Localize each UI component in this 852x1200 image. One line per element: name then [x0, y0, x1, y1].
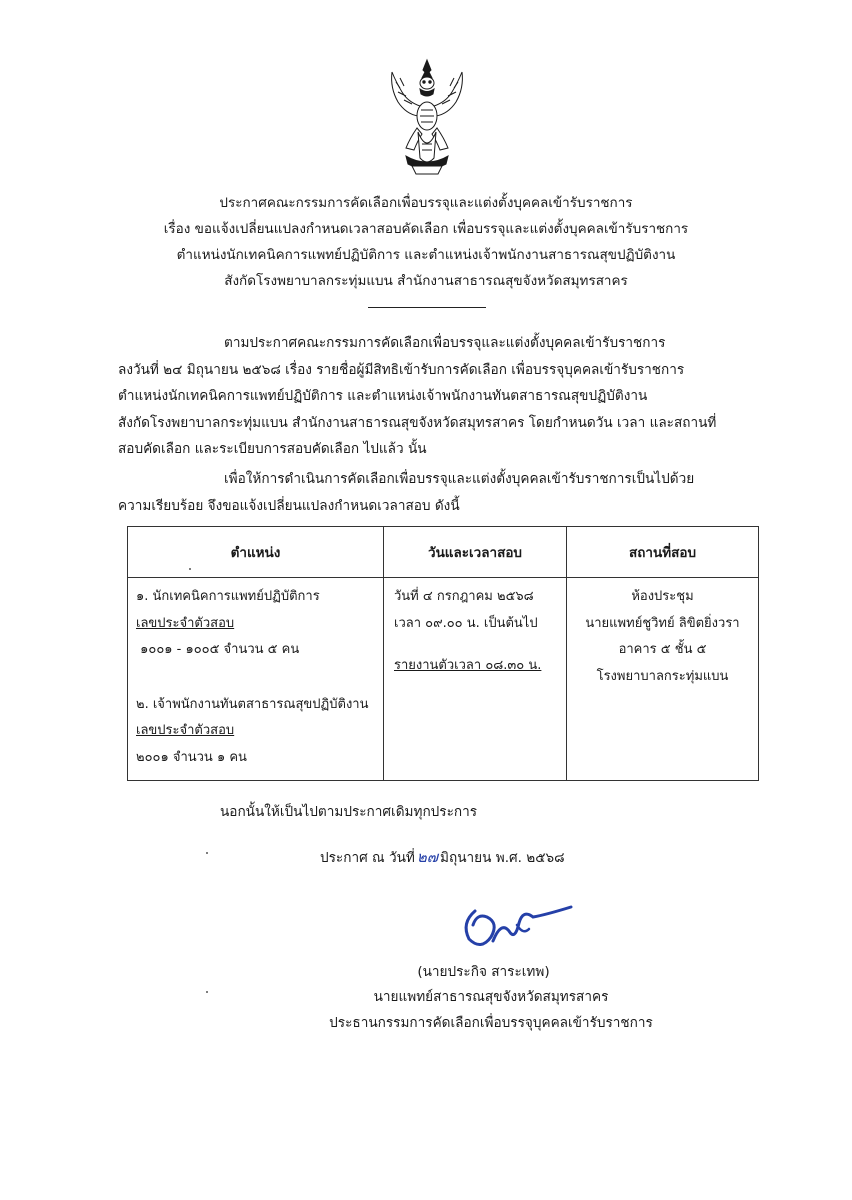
- paragraph-line: ตามประกาศคณะกรรมการคัดเลือกเพื่อบรรจุและแต่งตั้งบุคคลเข้ารับราชการ: [224, 335, 666, 351]
- paragraph-line: ความเรียบร้อย จึงขอแจ้งเปลี่ยนแปลงกำหนดเวลาสอบ ดังนี้: [118, 497, 460, 514]
- signature-icon: [453, 895, 583, 953]
- scan-speck: [189, 568, 191, 570]
- date-day-handwritten: ๒๗: [416, 848, 439, 866]
- venue-line: อาคาร ๕ ชั้น ๕: [618, 642, 707, 657]
- position-1-title: ๑. นักเทคนิคการแพทย์ปฏิบัติการ: [136, 589, 320, 604]
- position-1-id-range: ๑๐๐๑ - ๑๐๐๕ จำนวน ๕ คน: [136, 642, 300, 657]
- column-header-datetime: วันและเวลาสอบ: [384, 527, 567, 578]
- venue-line: นายแพทย์ชูวิทย์ ลิขิตยิ่งวรา: [585, 615, 740, 631]
- header-divider: [368, 307, 486, 308]
- announcement-header: [0, 190, 852, 294]
- signer-title: นายแพทย์สาธารณสุขจังหวัดสมุทรสาคร: [373, 989, 609, 1005]
- paragraph-line: ตำแหน่งนักเทคนิคการแพทย์ปฏิบัติการ และตำแหน่งเจ้าพนักงานทันตสาธารณสุขปฏิบัติงาน: [118, 388, 648, 404]
- column-header-venue: สถานที่สอบ: [567, 527, 759, 578]
- table-header-row: [128, 527, 759, 578]
- signer-committee-role: ประธานกรรมการคัดเลือกเพื่อบรรจุบุคคลเข้ารับราชการ: [329, 1015, 653, 1031]
- paragraph-line: ลงวันที่ ๒๔ มิถุนายน ๒๕๖๘ เรื่อง รายชื่อผู้มีสิทธิเข้ารับการคัดเลือก เพื่อบรรจุบุคคลเข้ารับราชการ: [118, 361, 685, 378]
- header-affiliation: สังกัดโรงพยาบาลกระทุ่มแบน สำนักงานสาธารณสุขจังหวัดสมุทรสาคร: [224, 273, 628, 289]
- body-paragraph-1: [118, 330, 786, 463]
- position-2-id-range: ๒๐๐๑ จำนวน ๑ คน: [136, 749, 247, 765]
- header-title: ประกาศคณะกรรมการคัดเลือกเพื่อบรรจุและแต่งตั้งบุคคลเข้ารับราชการ: [219, 195, 633, 211]
- signer-name: (นายประกิจ สาระเทพ): [417, 964, 550, 980]
- table-row: [128, 578, 759, 781]
- column-header-position: ตำแหน่ง: [128, 527, 384, 578]
- position-2-title: ๒. เจ้าพนักงานทันตสาธารณสุขปฏิบัติงาน: [136, 696, 369, 712]
- exam-time: เวลา ๐๙.๐๐ น. เป็นต้นไป: [394, 615, 538, 631]
- date-prefix: ประกาศ ณ วันที่: [320, 850, 415, 866]
- garuda-emblem-icon: [386, 58, 468, 176]
- venue-cell: [567, 578, 759, 781]
- scan-speck: [206, 991, 208, 993]
- exam-schedule-table: [127, 526, 759, 781]
- closing-statement: นอกนั้นให้เป็นไปตามประกาศเดิมทุกประการ: [220, 804, 478, 820]
- venue-line: ห้องประชุม: [631, 589, 694, 604]
- report-time: รายงานตัวเวลา ๐๘.๓๐ น.: [394, 658, 542, 673]
- datetime-cell: [384, 578, 567, 781]
- header-positions: ตำแหน่งนักเทคนิคการแพทย์ปฏิบัติการ และตำแหน่งเจ้าพนักงานสาธารณสุขปฏิบัติงาน: [176, 247, 676, 263]
- position-cell: [128, 578, 384, 781]
- paragraph-line: สอบคัดเลือก และระเบียบการสอบคัดเลือก ไปแล้ว นั้น: [118, 441, 427, 457]
- position-1-id-label: เลขประจำตัวสอบ: [136, 615, 235, 631]
- exam-date: วันที่ ๔ กรกฎาคม ๒๕๖๘: [394, 589, 534, 604]
- announcement-date: [320, 845, 565, 869]
- body-paragraph-2: [118, 466, 786, 519]
- paragraph-line: เพื่อให้การดำเนินการคัดเลือกเพื่อบรรจุและแต่งตั้งบุคคลเข้ารับราชการเป็นไปด้วย: [224, 471, 695, 487]
- paragraph-line: สังกัดโรงพยาบาลกระทุ่มแบน สำนักงานสาธารณสุขจังหวัดสมุทรสาคร โดยกำหนดวัน เวลา และสถานที่: [118, 414, 717, 431]
- venue-line: โรงพยาบาลกระทุ่มแบน: [596, 668, 729, 684]
- header-subject: เรื่อง ขอแจ้งเปลี่ยนแปลงกำหนดเวลาสอบคัดเลือก เพื่อบรรจุและแต่งตั้งบุคคลเข้ารับราชการ: [163, 221, 689, 237]
- position-2-id-label: เลขประจำตัวสอบ: [136, 723, 235, 738]
- date-suffix: มิถุนายน พ.ศ. ๒๕๖๘: [440, 850, 565, 866]
- scan-speck: [206, 852, 208, 854]
